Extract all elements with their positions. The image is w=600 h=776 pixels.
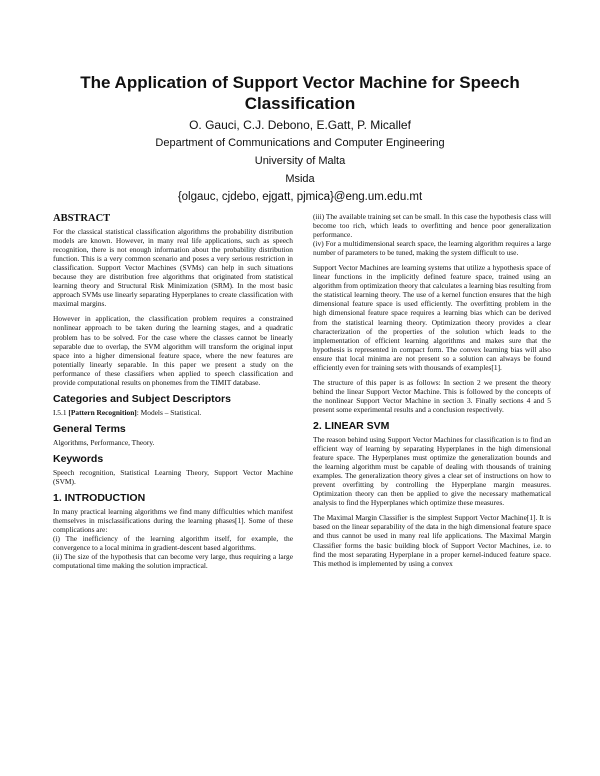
- introduction-heading: 1. INTRODUCTION: [53, 491, 146, 504]
- abstract-paragraph-2: However in application, the classification problem requires a constrained nonlinear approach to be taken during the learning stages, and a quadratic problem has to be solved. For the case where the classes cannot be linearly separable due to overlap, the SVM algorithm will transform the original input space into a higher dimensional feature space, where the new features are potentially linearly separable. In this paper we present a study on the performance of these classifiers when applied to speech classification and provide computational results on phonemes from the TIMIT database.: [53, 314, 293, 387]
- categories-text: [53, 408, 293, 417]
- right-column: [313, 212, 551, 574]
- left-column: [53, 212, 293, 570]
- keywords-text: Speech recognition, Statistical Learning Theory, Support Vector Machine (SVM).: [53, 467, 293, 486]
- categories-heading: Categories and Subject Descriptors: [53, 392, 231, 405]
- structure-paragraph: The structure of this paper is as follows: In section 2 we present the theory behind the linear Support Vector Machine. This is followed by the concepts of the nonlinear Support Vector Machine in section 3. Finally sections 4 and 5 present some experimental results and a conclusion respectively.: [313, 377, 551, 414]
- department: Department of Communications and Computer Engineering: [155, 137, 445, 149]
- categories-code: I.5.1: [53, 407, 67, 417]
- intro-item-ii: (ii) The size of the hypothesis that can become very large, thus requiring a large computational time making the solution impractical.: [53, 552, 293, 571]
- svm-paragraph: Support Vector Machines are learning systems that utilize a hypothesis space of linear functions in the implicitly defined feature space, trained using an algorithm from optimization theory that calculates a learning bias resulting from the statistical learning theory. The use of a kernel function ensures that the high dimensional feature space is used efficiently. The overfitting problem in the high dimensional feature space requires a learning bias which can be derived from the statistical learning theory. Optimization theory provides a clear characterization of the properties of the solution which leads to the implementation of efficient learning algorithms and makes sure that the hypothesis is represented in compact form. The convex learning bias will also ensure that local minima are not present so a solution can always be found efficiently even for training sets with thousands of examples[1].: [313, 263, 551, 372]
- general-terms-heading: General Terms: [53, 422, 126, 435]
- keywords-heading: Keywords: [53, 452, 104, 465]
- paper-title: The Application of Support Vector Machine for Speech Classification: [80, 73, 520, 113]
- abstract-heading: ABSTRACT: [53, 213, 111, 224]
- categories-bold: [Pattern Recognition]: [68, 407, 137, 417]
- intro-item-iv: (iv) For a multidimensional search space, the learning algorithm requires a large number of parameters to be tuned, making the system difficult to use.: [313, 239, 551, 258]
- author-names: O. Gauci, C.J. Debono, E.Gatt, P. Micallef: [189, 118, 411, 132]
- linear-svm-paragraph-2: The Maximal Margin Classifier is the simplest Support Vector Machine[1]. It is based on the linear separability of the data in the high dimensional feature space and thus cannot be used in many real life applications. The Maximal Margin Classifier forms the basic building block of Support Vector Machines, i.e. to find the most separating Hyperplane in a proper kernel-induced feature space. This method is implemented by using a convex: [313, 513, 551, 568]
- intro-item-iii: (iii) The available training set can be small. In this case the hypothesis class will become too rich, which leads to overfitting and hence poor generalization performance.: [313, 212, 551, 240]
- intro-item-i: (i) The inefficiency of the learning algorithm itself, for example, the convergence to a local minima in gradient-descent based algorithms.: [53, 534, 293, 553]
- general-terms-text: Algorithms, Performance, Theory.: [53, 437, 155, 447]
- city: Msida: [285, 173, 315, 185]
- abstract-paragraph-1: For the classical statistical classification algorithms the probability distribution models are known. However, in many real life applications, such as speech recognition, there is not enough information about the probability distribution function. This is a very common scenario and poses a very serious restriction in classification. Support Vector Machines (SVMs) can help in such situations because they are distribution free algorithms that originated from statistical learning theory and Structural Risk Minimization (SRM). In the most basic approach SVMs use linearly separating Hyperplanes to create classification with maximal margins.: [53, 227, 293, 309]
- intro-paragraph: In many practical learning algorithms we find many difficulties which manifest themselves in misclassifications during the learning phases[1]. Some of these complications are:: [53, 506, 293, 535]
- author-block: [40, 116, 560, 206]
- linear-svm-paragraph-1: The reason behind using Support Vector Machines for classification is to find an efficient way of learning by separating Hyperplanes in the high dimensional feature space. The Hyperplanes must optimize the generalization bounds and the learning algorithm must be capable of dealing with thousands of training examples. The generalization theory gives a clear set of instructions on how to prevent overfitting by controlling the Hyperplane margin measures. Optimization theory can then be applied to give the necessary mathematical analysis to find the Hyperplanes which optimize these measures.: [313, 434, 551, 508]
- author-email: {olgauc, cjdebo, ejgatt, pjmica}@eng.um.edu.mt: [177, 191, 423, 203]
- university: University of Malta: [254, 155, 346, 167]
- categories-rest: : Models – Statistical.: [136, 407, 202, 417]
- linear-svm-heading: 2. LINEAR SVM: [313, 419, 390, 432]
